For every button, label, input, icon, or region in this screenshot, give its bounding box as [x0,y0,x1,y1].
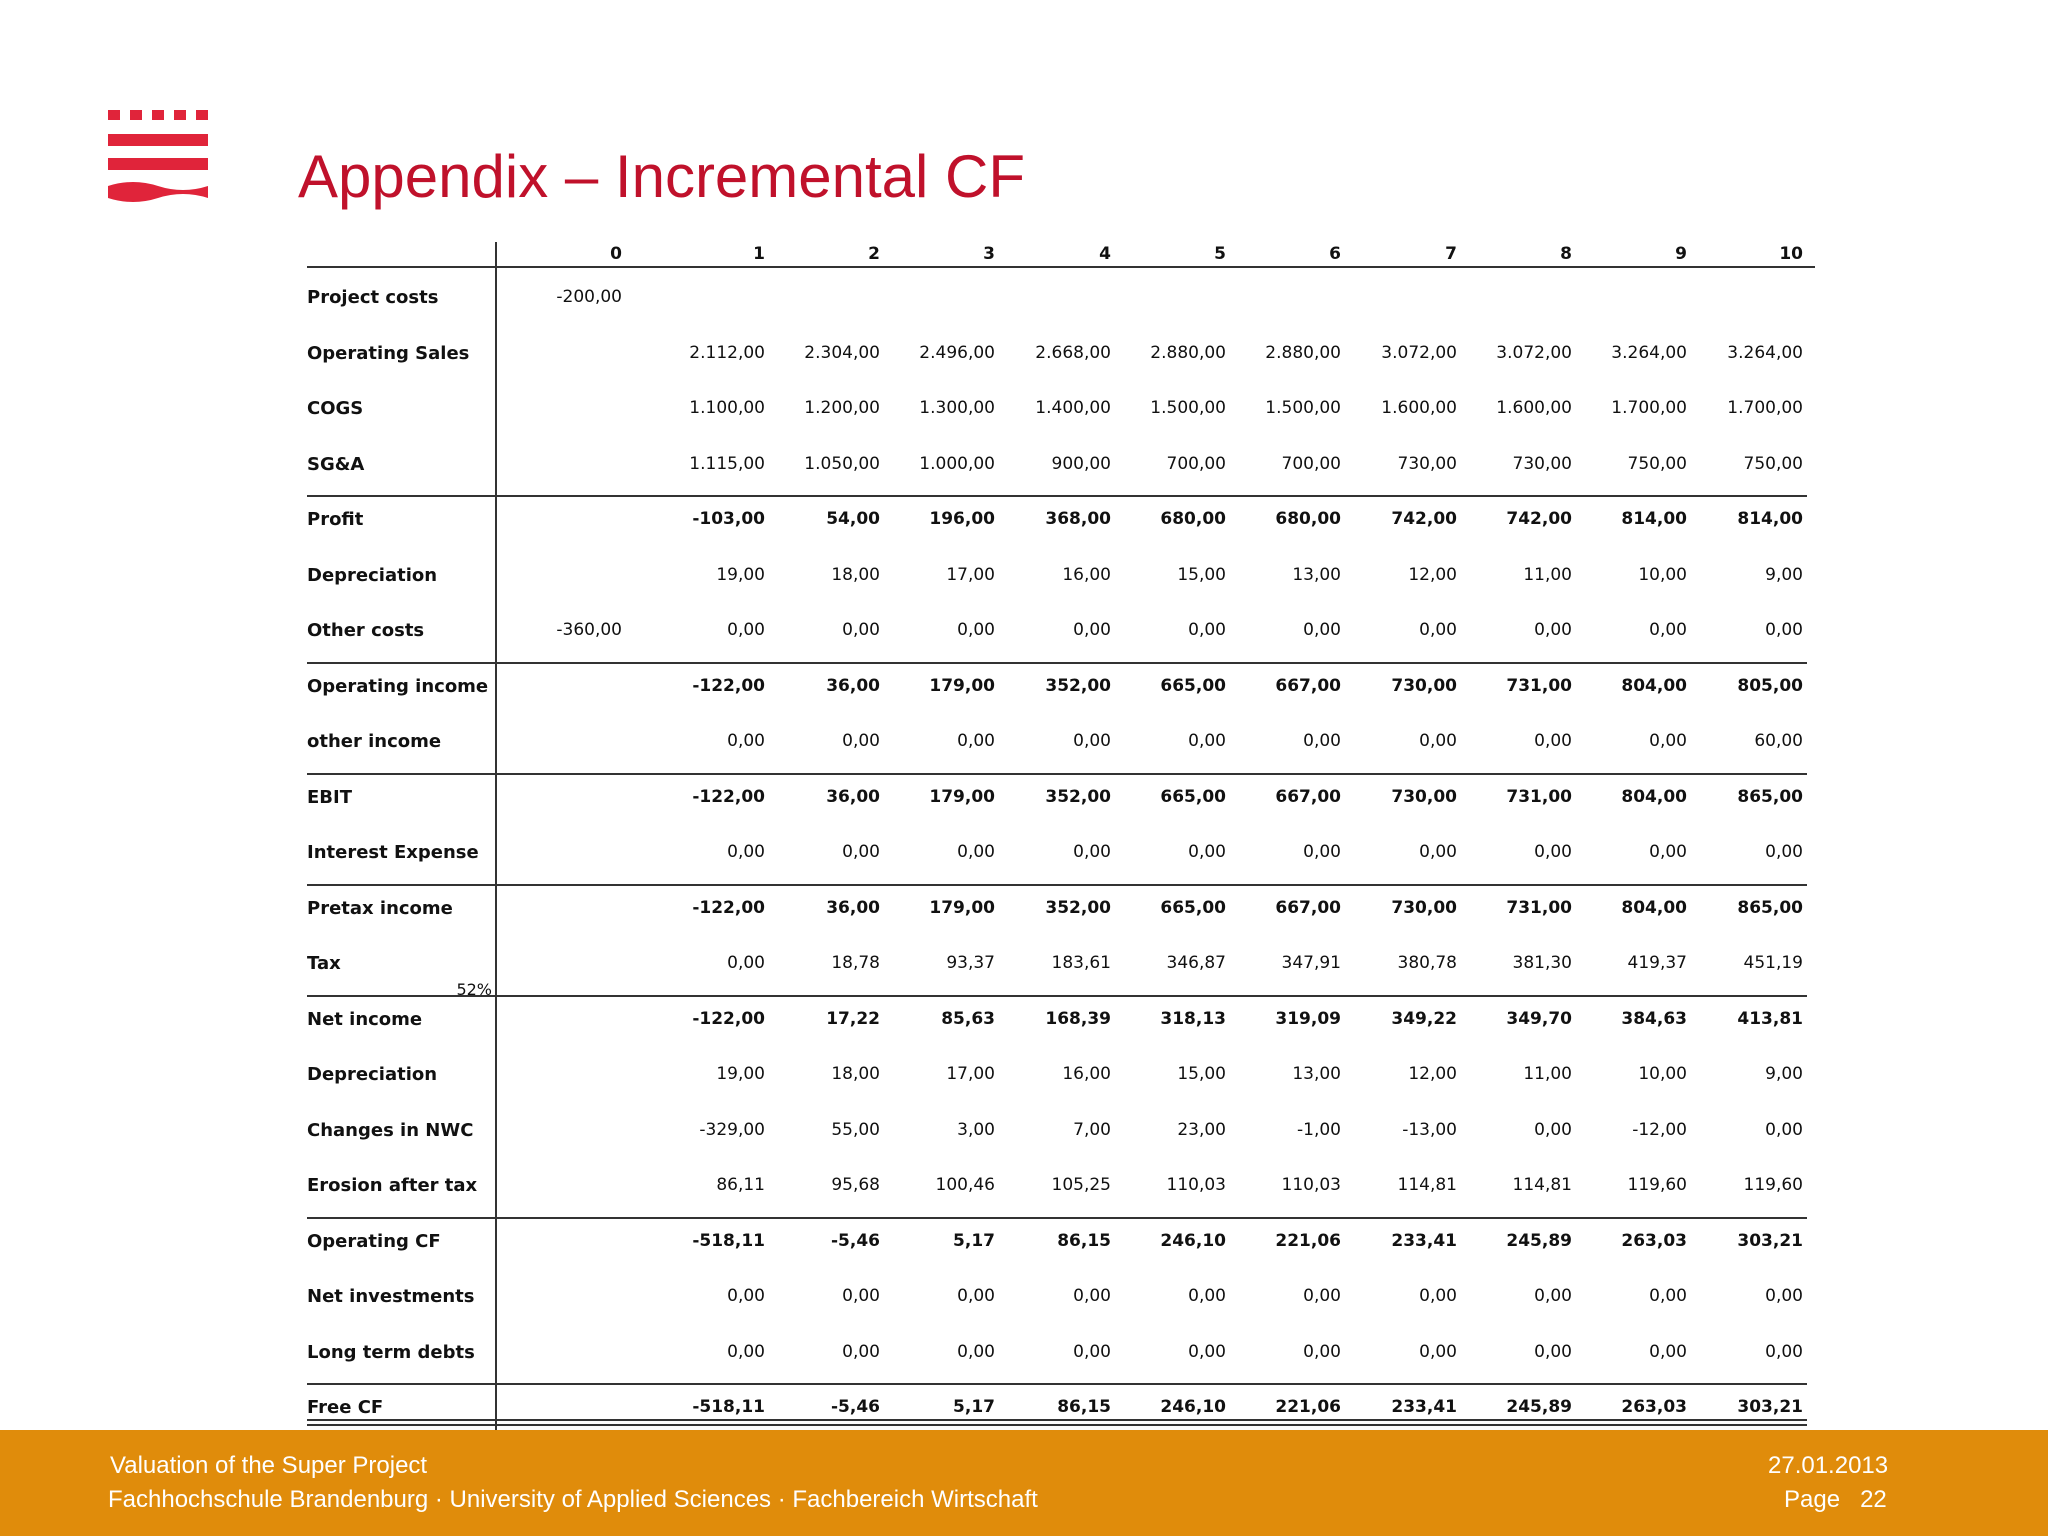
table-cell: 318,13 [1160,1008,1226,1029]
row-label: SG&A [307,453,365,475]
table-cell: 114,81 [1512,1175,1572,1195]
table-cell: 804,00 [1621,897,1687,918]
table-cell: 221,06 [1275,1397,1341,1417]
table-cell: 54,00 [826,509,880,529]
table-cell: 9,00 [1765,1064,1803,1084]
table-cell: 179,00 [929,897,995,918]
row-label: Project costs [307,287,439,308]
table-cell: -5,46 [831,1230,880,1251]
column-header: 7 [1445,244,1457,264]
table-cell: 730,00 [1397,453,1457,474]
table-cell: 19,00 [716,1064,765,1084]
row-label: Operating Sales [307,342,470,364]
table-cell: 17,00 [946,564,995,585]
table-cell: 804,00 [1621,675,1687,696]
table-cell: 352,00 [1045,897,1111,918]
table-cell: 346,87 [1166,953,1226,973]
table-cell: 0,00 [842,620,880,640]
header-divider [307,266,1815,268]
table-cell: 233,41 [1391,1230,1457,1251]
table-cell: 368,00 [1045,509,1111,529]
table-cell: 7,00 [1073,1119,1111,1140]
table-cell: 0,00 [1073,731,1111,751]
table-cell: 246,10 [1160,1397,1226,1417]
table-cell: 16,00 [1062,1064,1111,1084]
table-cell: 0,00 [1188,1286,1226,1306]
table-cell: 0,00 [1534,1286,1572,1306]
row-label: Free CF [307,1397,384,1418]
table-cell: 36,00 [826,675,880,696]
table-cell: 865,00 [1737,897,1803,918]
table-cell: 86,15 [1057,1230,1111,1251]
table-cell: 731,00 [1506,897,1572,918]
table-cell: 86,15 [1057,1397,1111,1417]
row-label: Net investments [307,1286,475,1307]
row-divider [307,1383,1807,1385]
table-cell: 3,00 [957,1119,995,1140]
row-label: Net income [307,1008,423,1030]
table-cell: 0,00 [1765,1341,1803,1362]
table-cell: 10,00 [1638,564,1687,585]
row-label: Long term debts [307,1341,475,1363]
table-cell: 730,00 [1391,897,1457,918]
table-cell: 110,03 [1166,1175,1226,1195]
table-cell: 0,00 [1534,842,1572,862]
table-cell: 0,00 [1303,842,1341,862]
table-cell: 221,06 [1275,1230,1341,1251]
table-cell: 55,00 [831,1119,880,1140]
table-cell: -5,46 [831,1397,880,1417]
table-cell: 665,00 [1160,675,1226,696]
table-cell: 1.700,00 [1611,398,1687,418]
table-cell: 0,00 [1073,842,1111,862]
table-cell: 246,10 [1160,1230,1226,1251]
column-header: 2 [868,244,880,264]
table-cell: 384,63 [1621,1008,1687,1029]
table-cell: 245,89 [1506,1230,1572,1251]
footer-page-number: 22 [1860,1486,1887,1513]
table-cell: 105,25 [1051,1175,1111,1195]
table-cell: 0,00 [727,842,765,862]
table-cell: 0,00 [842,1341,880,1362]
table-cell: 233,41 [1391,1397,1457,1417]
footer-date: 27.01.2013 [1768,1452,1889,1479]
table-cell: 86,11 [716,1175,765,1195]
table-cell: 100,46 [935,1175,995,1195]
table-cell: 1.700,00 [1727,398,1803,418]
table-cell: 742,00 [1391,509,1457,529]
table-cell: 36,00 [826,786,880,807]
table-cell: 865,00 [1737,786,1803,807]
column-header: 1 [753,244,765,264]
table-cell: 18,00 [831,1064,880,1084]
row-label: Erosion after tax [307,1175,478,1196]
table-cell: 680,00 [1160,509,1226,529]
table-cell: 1.000,00 [919,453,995,474]
table-cell: 0,00 [842,842,880,862]
row-label: Depreciation [307,1064,438,1085]
table-cell: 0,00 [1419,731,1457,751]
table-cell: 665,00 [1160,897,1226,918]
table-cell: 900,00 [1051,453,1111,474]
table-cell: 451,19 [1743,953,1803,973]
table-cell: 0,00 [1073,1286,1111,1306]
row-divider [307,495,1807,497]
table-cell: 1.600,00 [1496,398,1572,418]
table-cell: 0,00 [1765,842,1803,862]
table-cell: 750,00 [1743,453,1803,474]
table-cell: -122,00 [692,675,765,696]
table-cell: 2.880,00 [1265,342,1341,363]
table-cell: 0,00 [842,1286,880,1306]
table-cell: 665,00 [1160,786,1226,807]
table-cell: 17,00 [946,1064,995,1084]
table-cell: 0,00 [1649,620,1687,640]
table-cell: 9,00 [1765,564,1803,585]
table-cell: 2.880,00 [1150,342,1226,363]
table-cell: 0,00 [1765,620,1803,640]
table-cell: 2.112,00 [689,342,765,363]
table-cell: 263,03 [1621,1397,1687,1417]
table-cell: 1.115,00 [689,453,765,474]
table-cell: 0,00 [957,842,995,862]
table-cell: 0,00 [957,1286,995,1306]
table-cell: 667,00 [1275,675,1341,696]
table-cell: 93,37 [946,953,995,973]
table-cell: 18,00 [831,564,880,585]
table-cell: 11,00 [1523,1064,1572,1084]
table-cell: 0,00 [957,731,995,751]
table-cell: 0,00 [1649,842,1687,862]
row-label: Depreciation [307,564,438,586]
row-divider [307,662,1807,664]
footer-page [1784,1486,1887,1514]
footer-presentation-title: Valuation of the Super Project [110,1452,428,1479]
table-cell: 730,00 [1391,786,1457,807]
table-cell: 0,00 [1534,1341,1572,1362]
table-cell: 11,00 [1523,564,1572,585]
table-cell: 413,81 [1737,1008,1803,1029]
row-label: Interest Expense [307,842,479,863]
table-cell: 19,00 [716,564,765,585]
table-cell: -360,00 [556,620,622,640]
table-cell: 60,00 [1754,731,1803,751]
table-cell: 196,00 [929,509,995,529]
table-cell: 0,00 [1534,731,1572,751]
slide-title: Appendix – Incremental CF [298,143,1026,210]
table-cell: 0,00 [1188,842,1226,862]
table-cell: 168,39 [1045,1008,1111,1029]
table-cell: 750,00 [1627,453,1687,474]
table-cell: 0,00 [1303,620,1341,640]
table-cell: 179,00 [929,675,995,696]
table-cell: 23,00 [1177,1119,1226,1140]
tax-rate: 52% [456,980,492,999]
table-cell: 349,70 [1506,1008,1572,1029]
table-cell: 667,00 [1275,897,1341,918]
table-cell: 730,00 [1512,453,1572,474]
table-cell: 13,00 [1292,1064,1341,1084]
table-cell: 0,00 [1419,620,1457,640]
table-cell: 245,89 [1506,1397,1572,1417]
table-cell: 95,68 [831,1175,880,1195]
table-cell: 0,00 [1649,731,1687,751]
table-cell: 0,00 [1649,1286,1687,1306]
row-label: Pretax income [307,897,453,919]
table-cell: 0,00 [1073,620,1111,640]
table-cell: 119,60 [1743,1175,1803,1195]
footer-institution: Fachhochschule Brandenburg · University of Applied Sciences · Fachbereich Wirtschaft [108,1486,1038,1513]
table-cell: 0,00 [1419,842,1457,862]
table-cell: 1.200,00 [804,398,880,418]
table-cell: 0,00 [1188,731,1226,751]
table-cell: 1.500,00 [1150,398,1226,418]
table-cell: 0,00 [1188,1341,1226,1362]
table-cell: 3.072,00 [1496,342,1572,363]
table-cell: 85,63 [941,1008,995,1029]
table-cell: 0,00 [727,953,765,973]
table-cell: 349,22 [1391,1008,1457,1029]
table-cell: 700,00 [1166,453,1226,474]
row-label: Other costs [307,620,425,641]
table-cell: 700,00 [1281,453,1341,474]
table-cell: 804,00 [1621,786,1687,807]
column-header: 5 [1214,244,1226,264]
table-cell: 36,00 [826,897,880,918]
table-cell: 0,00 [1303,1286,1341,1306]
table-cell: 0,00 [957,1341,995,1362]
table-cell: 114,81 [1397,1175,1457,1195]
table-cell: 1.600,00 [1381,398,1457,418]
table-cell: 0,00 [1765,1119,1803,1140]
label-column-divider [495,242,497,1430]
table-cell: 13,00 [1292,564,1341,585]
table-cell: -13,00 [1402,1119,1457,1140]
table-cell: 731,00 [1506,786,1572,807]
column-header: 10 [1779,244,1803,264]
total-double-underline [307,1419,1807,1421]
table-cell: 347,91 [1281,953,1341,973]
table-cell: 15,00 [1177,564,1226,585]
total-double-underline [307,1424,1807,1426]
table-cell: 381,30 [1512,953,1572,973]
table-cell: 814,00 [1621,509,1687,529]
table-cell: 18,78 [831,953,880,973]
row-label: Operating income [307,675,489,697]
table-cell: 110,03 [1281,1175,1341,1195]
table-cell: -1,00 [1297,1119,1341,1140]
table-cell: 0,00 [1303,731,1341,751]
row-divider [307,995,1807,997]
row-label: Changes in NWC [307,1119,474,1141]
table-cell: 0,00 [1649,1341,1687,1362]
table-cell: 0,00 [727,620,765,640]
table-cell: 1.400,00 [1035,398,1111,418]
table-cell: -122,00 [692,897,765,918]
table-cell: 15,00 [1177,1064,1226,1084]
column-header: 9 [1675,244,1687,264]
table-cell: 742,00 [1506,509,1572,529]
table-cell: 1.050,00 [804,453,880,474]
table-cell: -200,00 [556,287,622,307]
table-cell: 352,00 [1045,675,1111,696]
table-cell: 2.668,00 [1035,342,1111,363]
table-cell: 0,00 [1188,620,1226,640]
table-cell: 0,00 [1419,1286,1457,1306]
table-cell: 319,09 [1275,1008,1341,1029]
row-label: Profit [307,509,364,530]
column-header: 3 [983,244,995,264]
table-cell: 303,21 [1737,1397,1803,1417]
table-cell: 0,00 [1419,1341,1457,1362]
table-cell: 805,00 [1737,675,1803,696]
table-cell: -122,00 [692,1008,765,1029]
table-cell: 0,00 [727,731,765,751]
row-label: other income [307,731,442,752]
table-cell: 667,00 [1275,786,1341,807]
table-cell: 730,00 [1391,675,1457,696]
table-cell: 0,00 [1073,1341,1111,1362]
column-header: 0 [610,244,622,264]
table-cell: 680,00 [1275,509,1341,529]
table-cell: 119,60 [1627,1175,1687,1195]
table-cell: 352,00 [1045,786,1111,807]
table-cell: -12,00 [1632,1119,1687,1140]
table-cell: 303,21 [1737,1230,1803,1251]
table-cell: 3.264,00 [1611,342,1687,363]
table-cell: 12,00 [1408,1064,1457,1084]
table-cell: 0,00 [1303,1341,1341,1362]
table-cell: 419,37 [1627,953,1687,973]
table-cell: 12,00 [1408,564,1457,585]
table-cell: 16,00 [1062,564,1111,585]
footer-page-label: Page [1784,1486,1841,1513]
row-divider [307,773,1807,775]
table-cell: 0,00 [1534,1119,1572,1140]
table-cell: 0,00 [842,731,880,751]
footer-bar [0,1430,2048,1536]
row-label: EBIT [307,786,352,808]
table-cell: 3.072,00 [1381,342,1457,363]
table-cell: 263,03 [1621,1230,1687,1251]
table-cell: 2.304,00 [804,342,880,363]
table-cell: 1.100,00 [689,398,765,418]
table-cell: 1.500,00 [1265,398,1341,418]
table-cell: 179,00 [929,786,995,807]
table-cell: 814,00 [1737,509,1803,529]
table-cell: -103,00 [692,509,765,529]
table-cell: 10,00 [1638,1064,1687,1084]
table-cell: 0,00 [727,1286,765,1306]
table-cell: 380,78 [1397,953,1457,973]
table-cell: 1.300,00 [919,398,995,418]
table-cell: 0,00 [727,1341,765,1362]
row-label: Operating CF [307,1230,441,1252]
table-cell: 2.496,00 [919,342,995,363]
table-cell: -122,00 [692,786,765,807]
table-cell: 5,17 [953,1230,995,1251]
table-cell: 5,17 [953,1397,995,1417]
row-divider [307,884,1807,886]
row-label: COGS [307,398,364,419]
table-cell: 0,00 [1534,620,1572,640]
column-header: 8 [1560,244,1572,264]
table-cell: -329,00 [699,1119,765,1140]
table-cell: 17,22 [826,1008,880,1029]
column-header: 6 [1329,244,1341,264]
table-cell: 183,61 [1051,953,1111,973]
column-header: 4 [1099,244,1111,264]
table-cell: -518,11 [692,1230,765,1251]
table-cell: 731,00 [1506,675,1572,696]
table-cell: 3.264,00 [1727,342,1803,363]
row-divider [307,1217,1807,1219]
table-cell: 0,00 [957,620,995,640]
row-label: Tax [307,953,341,974]
table-cell: 0,00 [1765,1286,1803,1306]
table-cell: -518,11 [692,1397,765,1417]
